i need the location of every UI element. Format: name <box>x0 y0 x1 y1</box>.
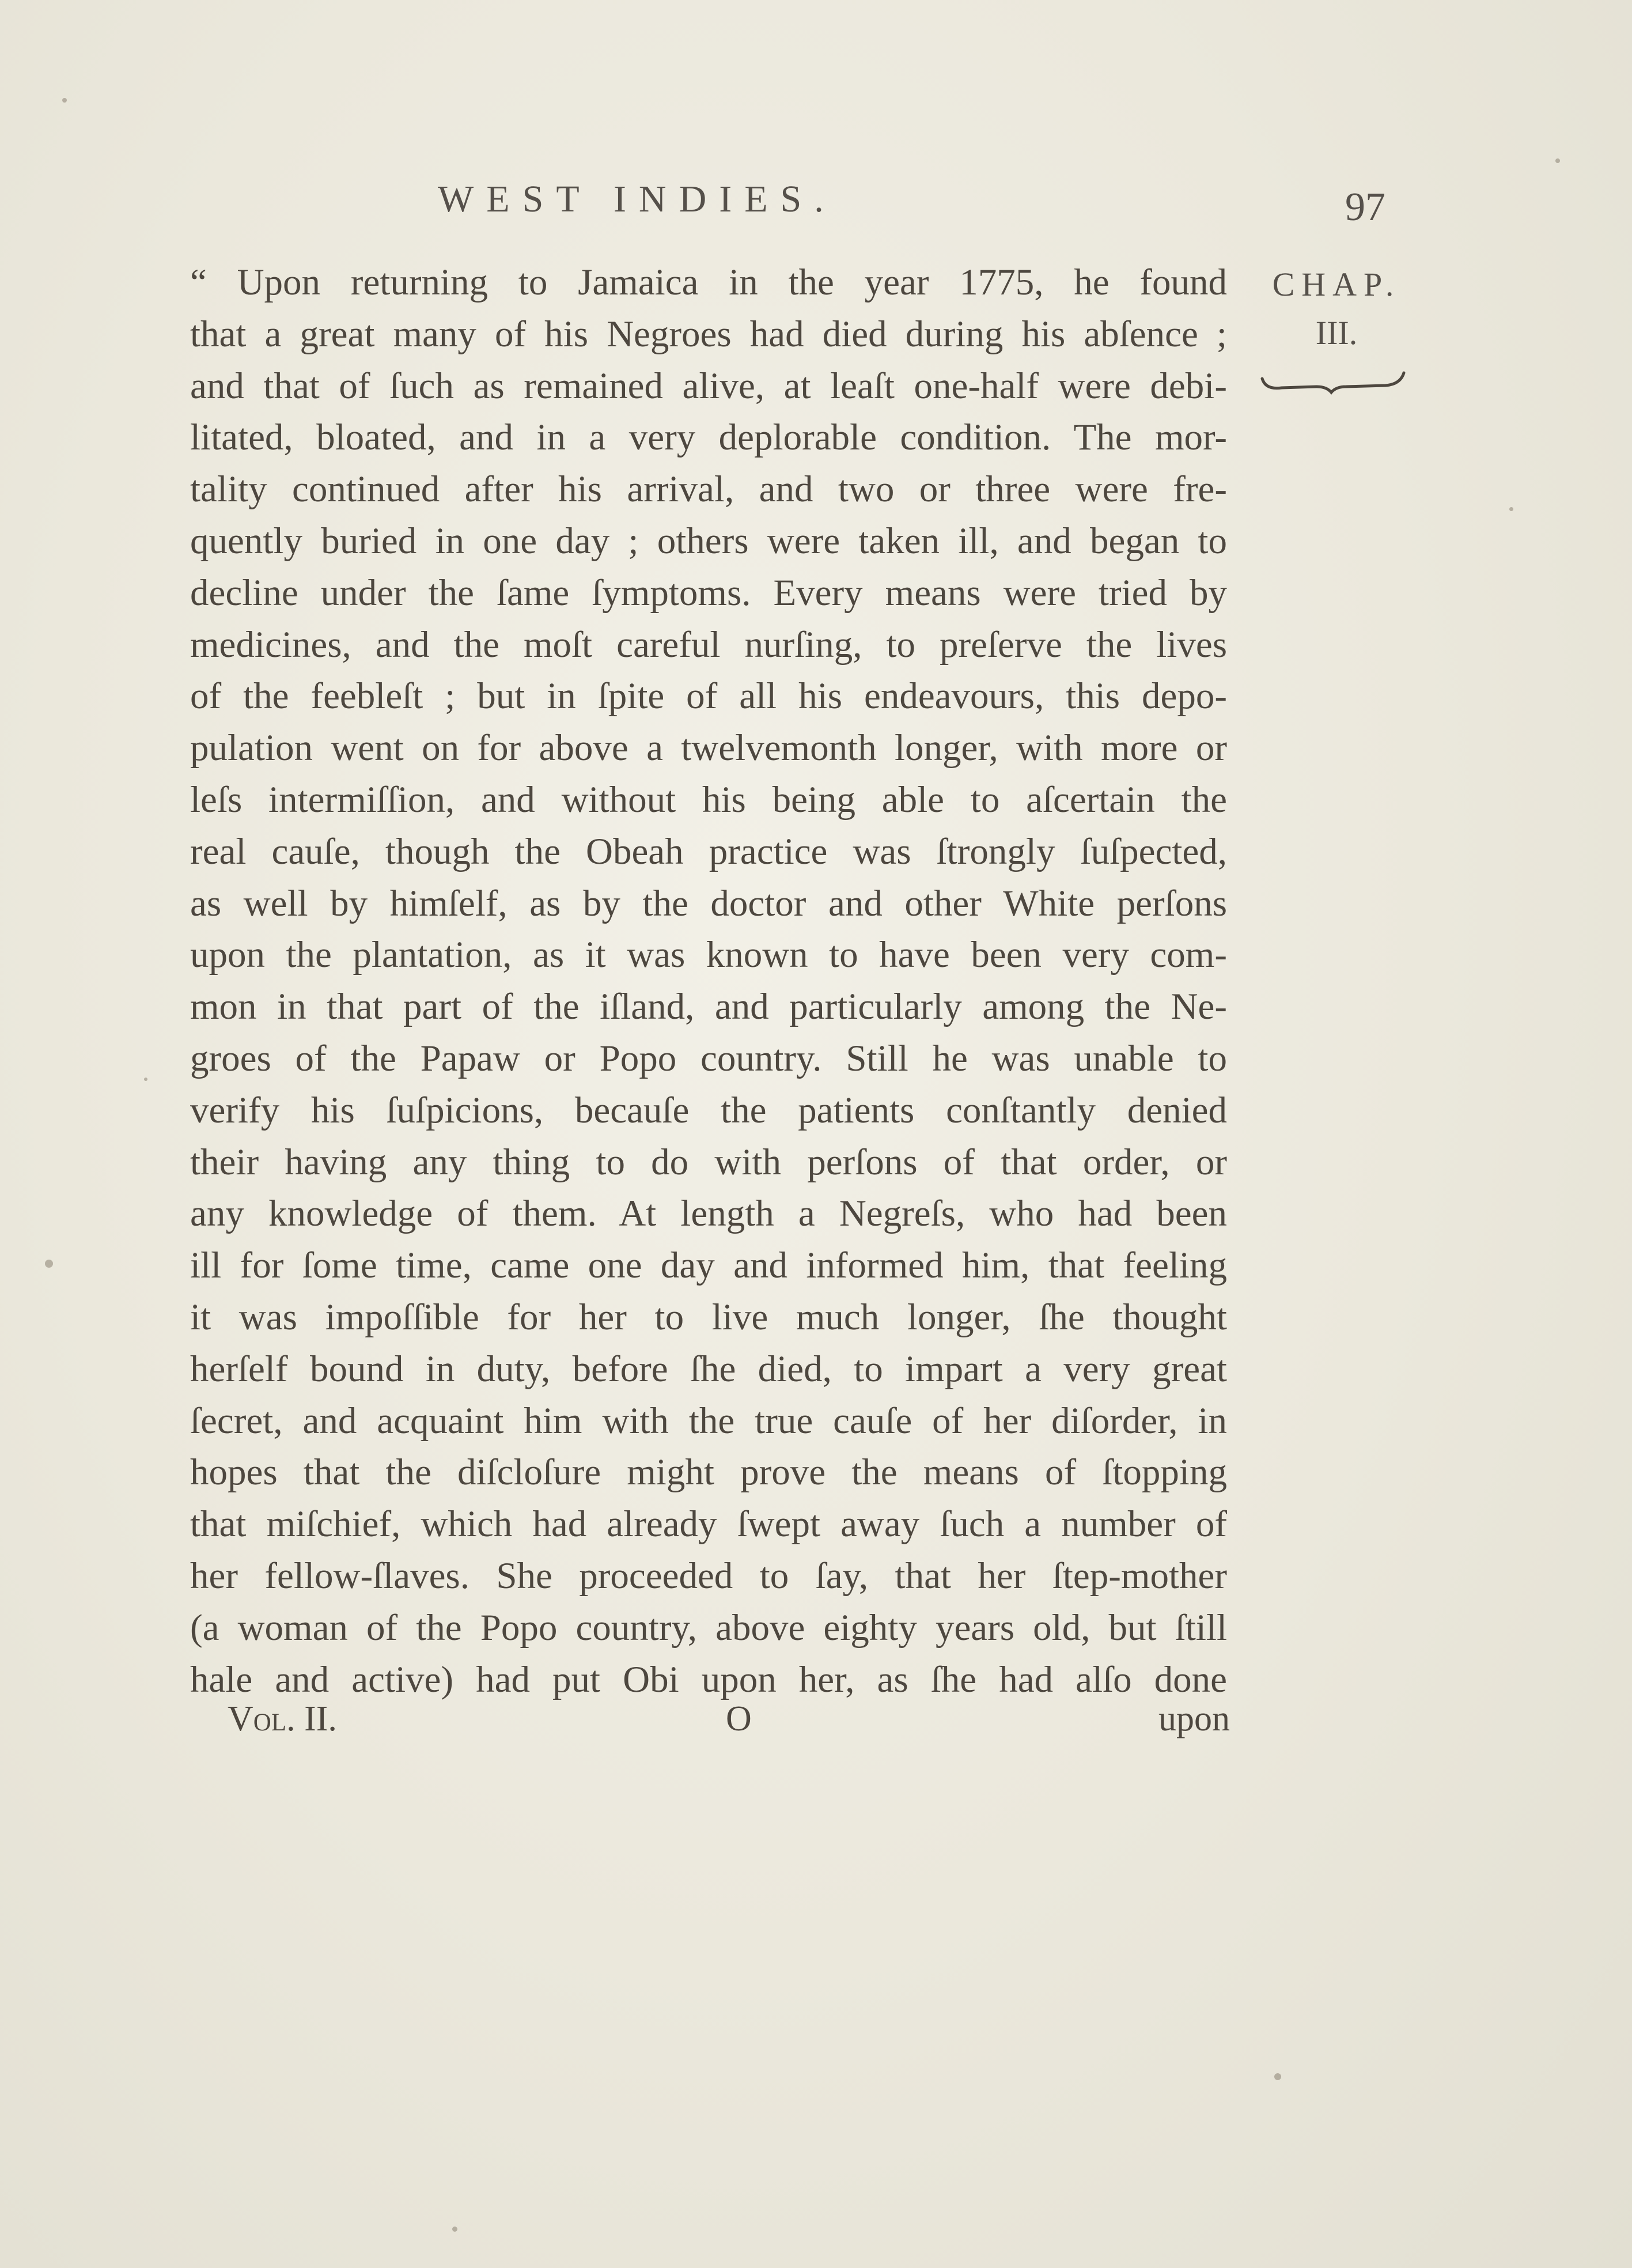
chapter-number: III. <box>1315 314 1358 351</box>
text-line: hopes that the diſcloſure might prove the means of ſtopping <box>190 1451 1227 1494</box>
text-line: (a woman of the Popo country, above eighty years old, but ſtill <box>190 1606 1227 1649</box>
text-line: of the feebleſt ; but in ſpite of all his endeavours, this depo- <box>190 675 1227 717</box>
text-line: herſelf bound in duty, before ſhe died, to impart a very great <box>190 1348 1227 1390</box>
text-line: it was impoſſible for her to live much longer, ſhe thought <box>190 1296 1227 1338</box>
paper-speck <box>1274 2073 1281 2080</box>
text-line: their having any thing to do with perſons of that order, or <box>190 1141 1227 1183</box>
text-line: upon the plantation, as it was known to have been very com- <box>190 934 1227 976</box>
paper-speck <box>45 1260 53 1268</box>
text-line: that miſchief, which had already ſwept away ſuch a number of <box>190 1503 1227 1545</box>
running-head: WEST INDIES. <box>438 178 836 220</box>
text-line: her fellow-ſlaves. She proceeded to ſay, that her ſtep-mother <box>190 1555 1227 1597</box>
paper-speck <box>144 1078 147 1081</box>
paper-speck <box>62 98 67 103</box>
paper-speck <box>1509 507 1513 511</box>
text-line: real cauſe, though the Obeah practice was ſtrongly ſuſpected, <box>190 830 1227 872</box>
text-line: leſs intermiſſion, and without his being able to aſcertain the <box>190 778 1227 821</box>
text-line: quently buried in one day ; others were taken ill, and began to <box>190 520 1227 562</box>
text-line: ſecret, and acquaint him with the true cauſe of her diſorder, in <box>190 1400 1227 1442</box>
volume-label: Vol. II. <box>228 1699 337 1738</box>
text-line: as well by himſelf, as by the doctor and other White perſons <box>190 882 1227 924</box>
chapter-margin-note <box>1256 260 1417 357</box>
catchword: upon <box>1158 1699 1230 1738</box>
paper-speck <box>452 2227 457 2232</box>
paper-speck <box>1555 158 1560 163</box>
margin-brace-ornament <box>1259 366 1408 400</box>
page-number: 97 <box>1345 185 1385 229</box>
text-line: “ Upon returning to Jamaica in the year 1775, he found <box>190 262 1227 303</box>
text-line: pulation went on for above a twelvemonth longer, with more or <box>190 727 1227 769</box>
text-line: any knowledge of them. At length a Negreſs, who had been <box>190 1193 1227 1235</box>
page-footer <box>228 1699 1230 1751</box>
text-line: decline under the ſame ſymptoms. Every means were tried by <box>190 572 1227 614</box>
text-line: tality continued after his arrival, and two or three were fre- <box>190 468 1227 511</box>
text-line: litated, bloated, and in a very deplorable condition. The mor- <box>190 417 1227 459</box>
chapter-label: CHAP. <box>1272 266 1401 303</box>
text-line: hale and active) had put Obi upon her, as ſhe had alſo done <box>190 1658 1227 1700</box>
text-line: ill for ſome time, came one day and informed him, that feeling <box>190 1245 1227 1287</box>
body-text <box>190 257 1227 1706</box>
text-line: groes of the Papaw or Popo country. Still he was unable to <box>190 1037 1227 1079</box>
text-line: verify his ſuſpicions, becauſe the patients conſtantly denied <box>190 1089 1227 1131</box>
text-line: medicines, and the moſt careful nurſing, to preſerve the lives <box>190 623 1227 666</box>
signature-mark: O <box>726 1699 752 1738</box>
text-line: that a great many of his Negroes had died during his abſence ; <box>190 313 1227 355</box>
text-line: mon in that part of the iſland, and particularly among the Ne- <box>190 986 1227 1028</box>
text-line: and that of ſuch as remained alive, at leaſt one-half were debi- <box>190 365 1227 407</box>
